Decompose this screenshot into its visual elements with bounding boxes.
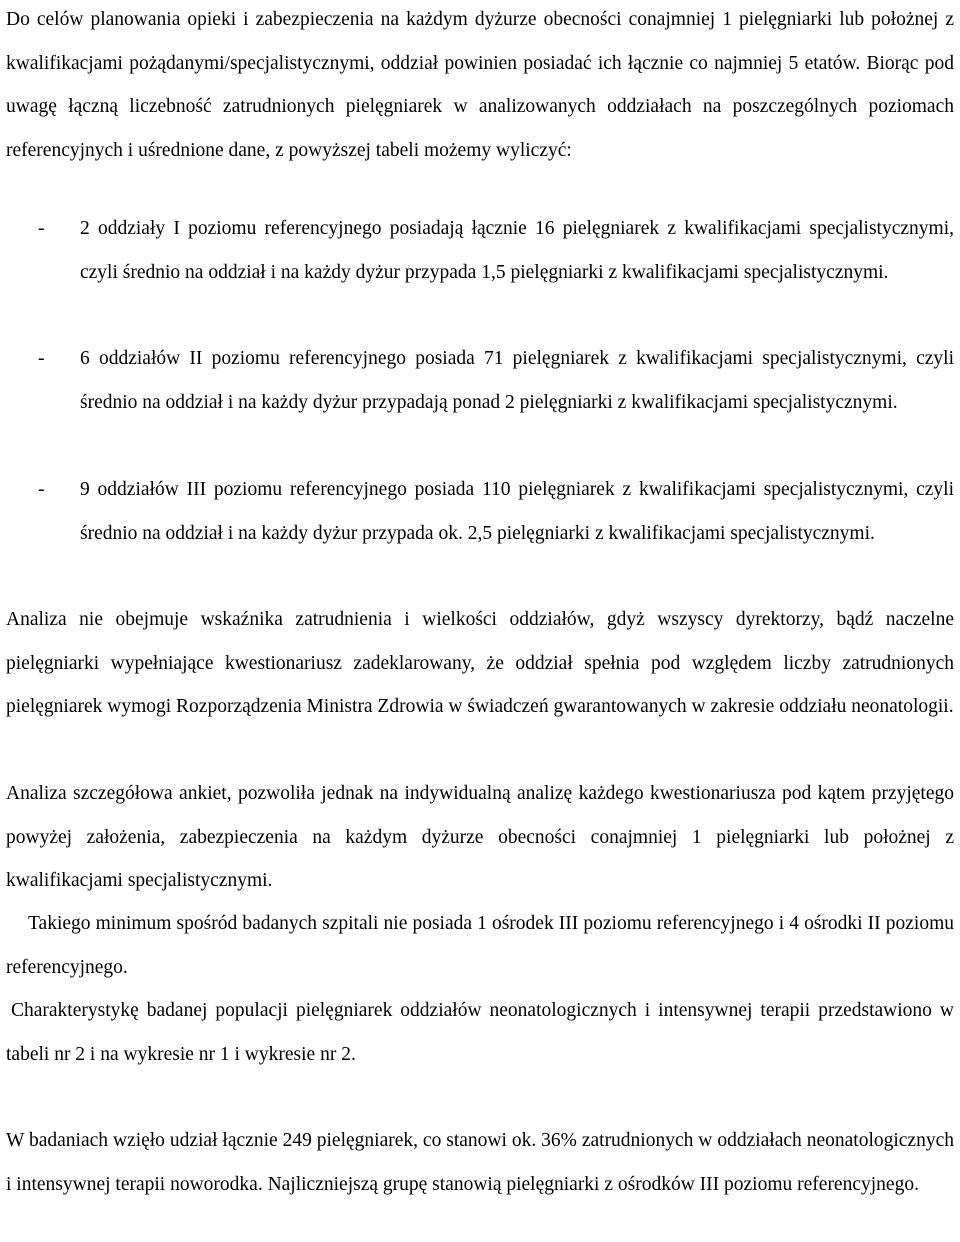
participation-paragraph: W badaniach wzięło udział łącznie 249 pielęgniarek, co stanowi ok. 36% zatrudnionych w oddziałach neonatologicznych i intensywnej terapii noworodka. Najliczniejszą grupę stanowią pielęgniarki z ośrodków III poziomu referencyjnego. bbox=[6, 1130, 954, 1195]
intro-paragraph: Do celów planowania opieki i zabezpieczenia na każdym dyżurze obecności conajmniej 1 pielęgniarki lub położnej z kwalifikacjami pożądanymi/specjalistycznymi, oddział powinien posiadać ich łącznie co najmniej 5 etatów. Biorąc pod uwagę łączną liczebność zatrudnionych pielęgniarek w analizowanych oddziałach na poszczególnych poziomach referencyjnych i uśrednione dane, z powyższej tabeli możemy wyliczyć: bbox=[6, 9, 954, 161]
list-item-text: 9 oddziałów III poziomu referencyjnego posiada 110 pielęgniarek z kwalifikacjami specjalistycznymi, czyli średnio na oddział i na każdy dyżur przypada ok. 2,5 pielęgniarki z kwalifikacjami specjalistycznymi. bbox=[80, 479, 954, 544]
list-item bbox=[6, 207, 954, 294]
list-item bbox=[6, 337, 954, 424]
list-item-text: 6 oddziałów II poziomu referencyjnego posiada 71 pielęgniarek z kwalifikacjami specjalistycznymi, czyli średnio na oddział i na każdy dyżur przypadają ponad 2 pielęgniarki z kwalifikacjami specjalistycznymi. bbox=[80, 348, 954, 413]
list-marker: - bbox=[38, 348, 45, 369]
detailed-analysis-paragraph: Analiza szczegółowa ankiet, pozwoliła jednak na indywidualną analizę każdego kwestionariusza pod kątem przyjętego powyżej założenia, zabezpieczenia na każdym dyżurze obecności conajmniej 1 pielęgniarki lub położnej z kwalifikacjami specjalistycznymi. bbox=[6, 783, 954, 891]
analysis-paragraph: Analiza nie obejmuje wskaźnika zatrudnienia i wielkości oddziałów, gdyż wszyscy dyrektorzy, bądź naczelne pielęgniarki wypełniające kwestionariusz zadeklarowany, że oddział spełnia pod względem liczby zatrudnionych pielęgniarek wymogi Rozporządzenia Ministra Zdrowia w świadczeń gwarantowanych w zakresie oddziału neonatologii. bbox=[6, 609, 954, 717]
list-marker: - bbox=[38, 479, 45, 500]
list-item-text: 2 oddziały I poziomu referencyjnego posiadają łącznie 16 pielęgniarek z kwalifikacjami specjalistycznymi, czyli średnio na oddział i na każdy dyżur przypada 1,5 pielęgniarki z kwalifikacjami specjalistycznymi. bbox=[80, 218, 954, 283]
minimum-paragraph-text: Takiego minimum spośród badanych szpitali nie posiada 1 ośrodek III poziomu referencyjnego i 4 ośrodki II poziomu referencyjnego. bbox=[6, 913, 954, 978]
minimum-paragraph bbox=[6, 902, 954, 989]
list-item bbox=[6, 468, 954, 555]
characteristics-paragraph bbox=[6, 989, 954, 1076]
list-marker: - bbox=[38, 218, 45, 239]
characteristics-paragraph-text: Charakterystykę badanej populacji pielęgniarek oddziałów neonatologicznych i intensywnej terapii przedstawiono w tabeli nr 2 i na wykresie nr 1 i wykresie nr 2. bbox=[6, 1000, 954, 1065]
